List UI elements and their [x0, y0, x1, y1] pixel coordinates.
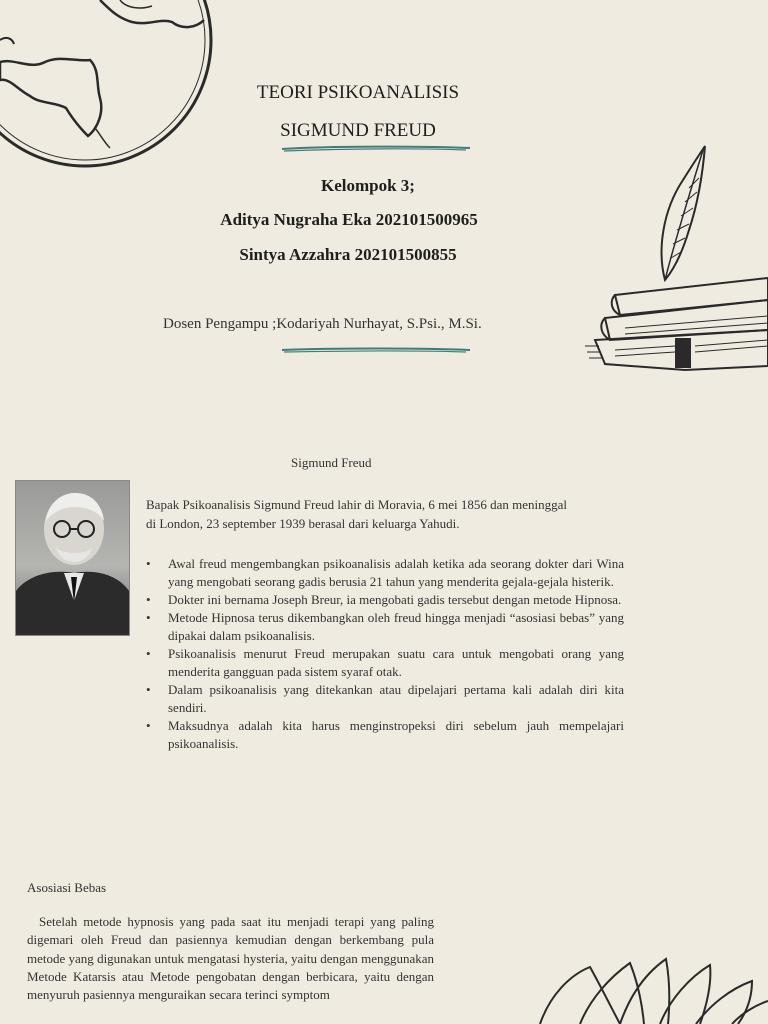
- list-item: • Dalam psikoanalisis yang ditekankan atau dipelajari pertama kali adalah diri kita sendiri.: [146, 681, 624, 717]
- member-2: Sintya Azzahra 202101500855: [239, 245, 457, 264]
- list-item: • Maksudnya adalah kita harus menginstropeksi diri sebelum jauh mempelajari psikoanalisis.: [146, 717, 624, 753]
- section-heading-asosiasi: Asosiasi Bebas: [27, 880, 107, 895]
- asosiasi-paragraph: Setelah metode hypnosis yang pada saat itu menjadi terapi yang paling digemari oleh Freud dan pasiennya kemudian dengan berkembang pula metode yang digunakan untuk mengatasi hysteria, yaitu dengan menggunakan Metode Katarsis atau Metode pengobatan dengan berbicara, yaitu dengan menyuruh pasiennya menguraikan secara terinci symptom: [27, 914, 434, 1003]
- open-book-sketch-icon: [520, 955, 768, 1024]
- freud-bullet-list: [146, 555, 624, 753]
- list-item: • Awal freud mengembangkan psikoanalisis adalah ketika ada seorang dokter dari Wina yang mengobati seorang gadis berusia 21 tahun yang menderita gejala-gejala histerik.: [146, 555, 624, 591]
- group-label: Kelompok 3;: [321, 176, 415, 195]
- list-item: • Metode Hipnosa terus dikembangkan oleh freud hingga menjadi “asosiasi bebas” yang dipakai dalam psikoanalisis.: [146, 609, 624, 645]
- list-item: • Dokter ini bernama Joseph Breur, ia mengobati gadis tersebut dengan metode Hipnosa.: [146, 591, 624, 609]
- list-item: • Psikoanalisis menurut Freud merupakan suatu cara untuk mengobati orang yang menderita gangguan pada sistem syaraf otak.: [146, 645, 624, 681]
- section-heading-freud: Sigmund Freud: [291, 455, 372, 470]
- title-line-2: SIGMUND FREUD: [280, 120, 436, 141]
- title-line-1: TEORI PSIKOANALISIS: [256, 82, 460, 103]
- lecturer: Dosen Pengampu ;Kodariyah Nurhayat, S.Psi., M.Si.: [163, 316, 482, 332]
- title-divider: [280, 144, 472, 154]
- freud-portrait-image: [15, 480, 130, 636]
- lecturer-divider: [280, 345, 472, 355]
- member-1: Aditya Nugraha Eka 202101500965: [220, 210, 478, 229]
- freud-bio: Bapak Psikoanalisis Sigmund Freud lahir di Moravia, 6 mei 1856 dan meninggal di London, 23 september 1939 berasal dari keluarga Yahudi.: [146, 497, 568, 531]
